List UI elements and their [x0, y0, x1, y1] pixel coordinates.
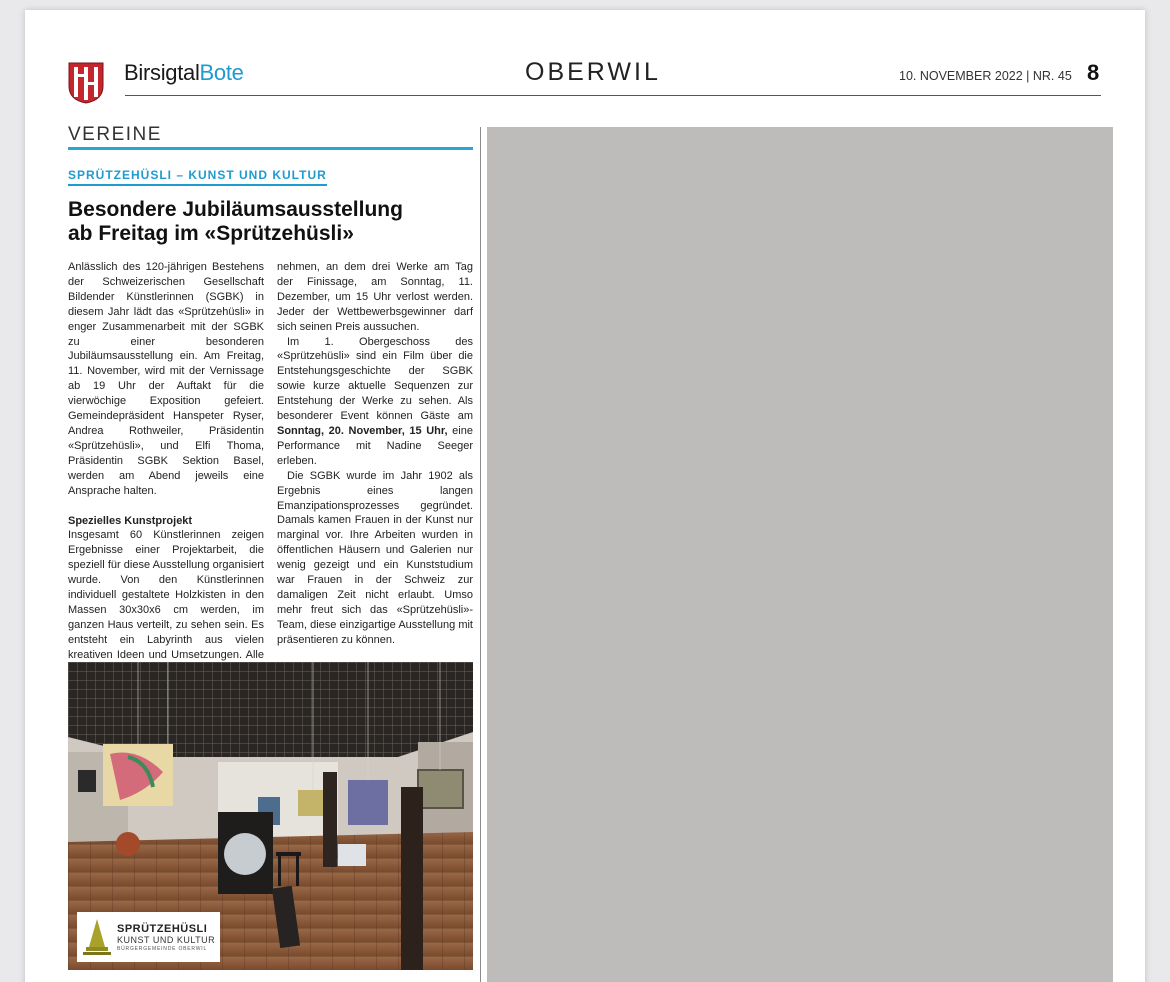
- bell-tower-icon: [81, 917, 113, 957]
- paragraph: [277, 335, 473, 469]
- bold-text-run: Sonntag, 20. November, 15 Uhr,: [277, 424, 448, 437]
- badge-line-2: KUNST UND KULTUR: [117, 934, 216, 945]
- rubric-rule: [68, 147, 473, 150]
- coat-of-arms-logo: [68, 62, 104, 104]
- article-headline: [68, 198, 468, 246]
- rubric-title: VEREINE: [68, 124, 162, 145]
- newspaper-page: [25, 10, 1145, 982]
- paragraph: Anlässlich des 120-jährigen Bestehens der Schweizerischen Gesellschaft Bildender Künstlerinnen (SGBK) in diesem Jahr lädt das «Sprützehüsli» in enger Zusammenarbeit mit der SGBK zu einer besonderen Jubiläumsausstellung ein. Am Freitag, 11. November, wird mit der Vernissage ab 19 Uhr der Auftakt für die vierwöchige Exposition gefeiert. Gemeindepräsident Hanspeter Ryser, Andrea Rothweiler, Präsidentin «Sprützehüsli», und Elfi Thoma, Präsidentin SGBK Sektion Basel, werden am Abend jeweils eine Ansprache halten.: [68, 261, 264, 497]
- text-run: eine Performance mit Nadine Seeger erleben.: [277, 424, 473, 467]
- paragraph: Insgesamt 60 Künstlerinnen zeigen Ergebnisse einer Projektarbeit, die speziell für diese Ausstellung organisiert wurde. Von den Künstlerinnen individuell gestaltete Holzkisten in den Massen 30x30x6 cm werden, im ganzen Haus verteilt, zu sehen sein. Es entsteht ein Labyrinth aus vielen kreativen Ideen und Umsetzungen. Alle: [68, 529, 264, 661]
- headline-line-1: Besondere Jubiläumsausstellung: [68, 198, 403, 221]
- badge-text: [117, 923, 215, 952]
- headline-line-2: ab Freitag im «Sprützehüsli»: [68, 222, 354, 245]
- badge-line-3: BÜRGERGEMEINDE OBERWIL: [117, 945, 208, 952]
- paragraph: nehmen, an dem drei Werke am Tag der Finissage, am Sonntag, 11. Dezember, um 15 Uhr verlost werden. Jeder der Wettbewerbsgewinner darf sich seinen Preis aussuchen.: [277, 261, 473, 333]
- header-rule: [125, 95, 1101, 96]
- section-title: OBERWIL: [525, 58, 661, 86]
- article-column-2: [277, 260, 473, 692]
- issue-date: 10. NOVEMBER 2022 | NR. 45: [899, 69, 1072, 83]
- grey-content-block: [487, 127, 1113, 982]
- page-number: 8: [1087, 60, 1100, 85]
- brand-wordmark[interactable]: [124, 60, 244, 86]
- column-divider: [480, 127, 481, 982]
- subheading: Spezielles Kunstprojekt: [68, 514, 193, 527]
- sprutzehusli-badge: [77, 912, 220, 962]
- paragraph: Die SGBK wurde im Jahr 1902 als Ergebnis eines langen Emanzipationsprozesses gegründet. Damals kamen Frauen in der Kunst nur marginal vor. Ihre Arbeiten wurden in öffentlichen Häusern und Galerien nur wenig gezeigt und ein Kunststudium war Frauen in der Schweiz zur damaligen Zeit nicht erlaubt. Umso mehr freut sich das «Sprützehüsli»-Team, diese einzigartige Ausstellung mit präsentieren zu können.: [277, 469, 473, 646]
- brand-part-1: Birsigtal: [124, 60, 200, 85]
- text-run: Im 1. Obergeschoss des «Sprützehüsli» sind ein Film über die Entstehungsgeschichte der SGBK sowie kurze aktuelle Sequenzen zur Entstehung der Werke zu sehen. Als besonderer Event können Gäste am: [277, 335, 473, 423]
- article-kicker: SPRÜTZEHÜSLI – KUNST UND KULTUR: [68, 168, 327, 186]
- badge-line-1: SPRÜTZEHÜSLI: [117, 922, 208, 935]
- brand-part-2: Bote: [199, 60, 244, 85]
- article-column-1: [68, 260, 264, 722]
- exhibition-photo[interactable]: [68, 662, 473, 970]
